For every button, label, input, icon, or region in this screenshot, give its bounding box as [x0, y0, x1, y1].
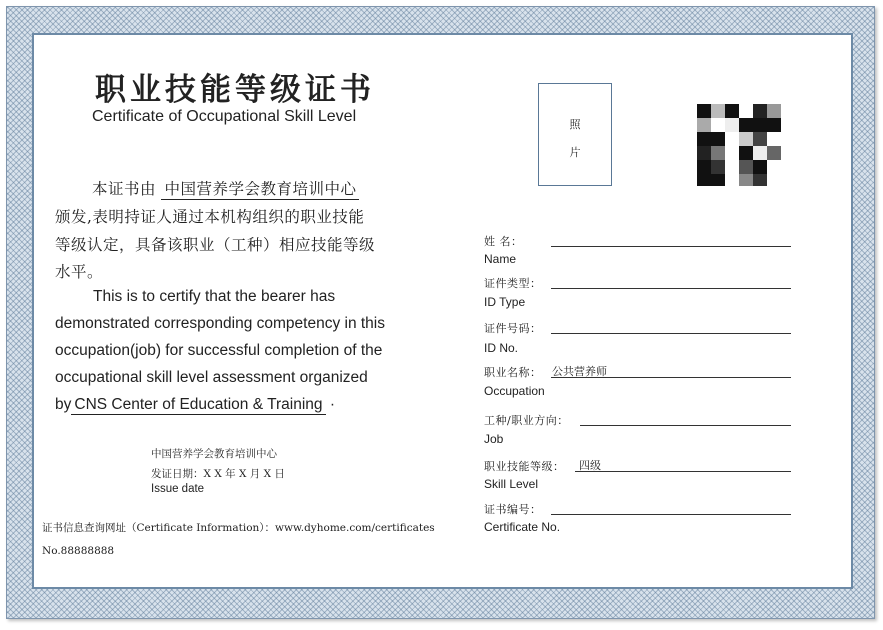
body-en-line3: occupation(job) for successful completion of the — [55, 342, 383, 359]
field-cert-no-line — [551, 514, 791, 515]
field-cert-no-label: 证书编号： — [484, 503, 542, 516]
field-id-no-en: ID No. — [484, 341, 519, 355]
body-cn-issuer: 中国营养学会教育培训中心 — [161, 180, 359, 200]
field-occupation-label: 职业名称： — [484, 366, 542, 379]
photo-box — [538, 83, 612, 186]
issuer-org: 中国营养学会教育培训中心 — [151, 448, 277, 460]
certificate-number: No.88888888 — [42, 545, 115, 557]
issue-date-en: Issue date — [151, 483, 205, 495]
issue-date-value: X X 年 X 月 X 日 — [203, 468, 285, 480]
field-cert-no-en: Certificate No. — [484, 520, 561, 534]
body-en-line2: demonstrated corresponding competency in this — [55, 315, 385, 332]
certificate-info — [42, 520, 435, 535]
body-en-line4: occupational skill level assessment organized — [55, 369, 368, 386]
body-en-suffix: · — [329, 396, 335, 413]
body-cn-line2: 颁发,表明持证人通过本机构组织的职业技能 — [55, 208, 365, 226]
body-cn-line1 — [92, 177, 359, 199]
title-cn: 职业技能等级证书 — [95, 72, 375, 108]
field-occupation-value: 公共营养师 — [552, 365, 607, 378]
qr-code-icon — [697, 104, 782, 186]
title-en: Certificate of Occupational Skill Level — [92, 108, 357, 125]
field-id-type-en: ID Type — [484, 295, 526, 309]
body-en-line5 — [55, 396, 335, 414]
body-cn-line3: 等级认定，具备该职业（工种）相应技能等级 — [55, 236, 376, 254]
field-name-line — [551, 246, 791, 247]
field-occupation-en: Occupation — [484, 384, 545, 398]
issue-date-label: 发证日期： — [151, 468, 204, 480]
body-cn-prefix: 本证书由 — [92, 180, 157, 198]
certificate-info-url: www.dyhome.com/certificates — [275, 522, 435, 534]
field-name-en: Name — [484, 252, 517, 266]
field-id-no-line — [551, 333, 791, 334]
field-job-line — [580, 425, 791, 426]
issue-date — [151, 466, 285, 481]
field-occupation-line — [551, 377, 791, 378]
field-job-en: Job — [484, 432, 504, 446]
body-en-issuer: CNS Center of Education & Training — [71, 396, 325, 415]
body-en-line1: This is to certify that the bearer has — [93, 288, 336, 305]
field-skill-level-line — [575, 471, 791, 472]
body-en-prefix: by — [55, 396, 72, 413]
body-cn-line4: 水平。 — [55, 263, 104, 281]
field-id-type-label: 证件类型： — [484, 277, 542, 290]
field-skill-level-en: Skill Level — [484, 477, 539, 491]
field-skill-level-label: 职业技能等级： — [484, 460, 565, 473]
field-id-type-line — [551, 288, 791, 289]
field-name-label: 姓 名： — [484, 235, 523, 248]
photo-char-1: 照 — [569, 118, 581, 131]
field-skill-level-value: 四级 — [579, 459, 601, 472]
field-id-no-label: 证件号码： — [484, 322, 542, 335]
photo-char-2: 片 — [569, 146, 581, 159]
field-job-label: 工种/职业方向： — [484, 414, 569, 427]
certificate-info-label: 证书信息查询网址（Certificate Information）： — [42, 522, 276, 534]
